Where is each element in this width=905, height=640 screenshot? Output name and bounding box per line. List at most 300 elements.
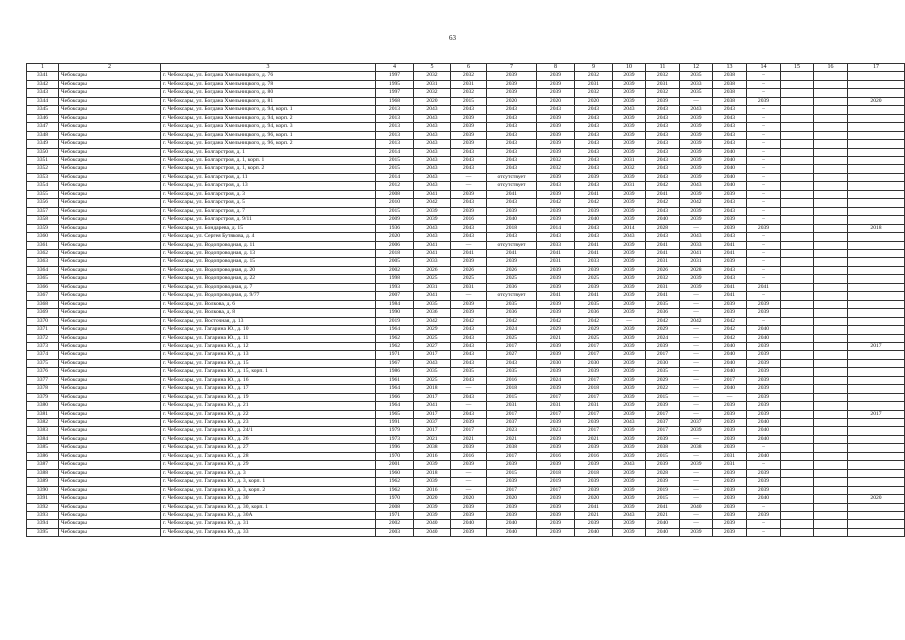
table-cell: 2042 xyxy=(414,317,451,325)
table-cell: 2039 xyxy=(537,80,575,88)
table-cell: 3370 xyxy=(27,317,59,325)
table-cell xyxy=(814,72,848,80)
table-cell xyxy=(848,233,905,241)
table-cell: 2043 xyxy=(487,140,537,148)
table-cell: 2041 xyxy=(414,402,451,410)
table-cell: 2039 xyxy=(680,156,713,164)
table-cell: 2039 xyxy=(713,309,747,317)
table-cell: Чебоксары xyxy=(59,528,161,536)
table-cell: 2033 xyxy=(537,241,575,249)
table-cell xyxy=(814,520,848,528)
table-cell: 1962 xyxy=(376,478,414,486)
table-row xyxy=(27,309,905,317)
table-cell: 3349 xyxy=(27,140,59,148)
table-cell xyxy=(814,351,848,359)
table-cell: 2039 xyxy=(747,342,781,350)
table-cell: 2013 xyxy=(376,131,414,139)
table-cell: Чебоксары xyxy=(59,309,161,317)
table-cell: 2039 xyxy=(713,444,747,452)
table-cell xyxy=(814,469,848,477)
table-cell: — xyxy=(451,469,487,477)
table-cell: — xyxy=(680,452,713,460)
table-cell: 2017 xyxy=(537,393,575,401)
header-cell: 17 xyxy=(848,64,905,72)
table-cell xyxy=(814,80,848,88)
table-row xyxy=(27,419,905,427)
table-cell: – xyxy=(747,199,781,207)
table-row xyxy=(27,376,905,384)
table-cell: 3348 xyxy=(27,131,59,139)
table-cell: г. Чебоксары, ул. Восточная, д. 13 xyxy=(161,317,376,325)
table-row xyxy=(27,173,905,181)
table-cell: г. Чебоксары, ул. Гагарина Ю., д. 30А xyxy=(161,512,376,520)
table-cell: 3345 xyxy=(27,106,59,114)
table-cell: 2039 xyxy=(613,114,646,122)
table-cell: 2043 xyxy=(713,106,747,114)
table-row xyxy=(27,385,905,393)
table-cell: 2031 xyxy=(414,283,451,291)
table-cell: — xyxy=(451,486,487,494)
header-cell: 7 xyxy=(487,64,537,72)
table-cell: г. Чебоксары, ул. Бондарева, д. 15 xyxy=(161,224,376,232)
table-cell: 2041 xyxy=(747,283,781,291)
table-cell xyxy=(848,444,905,452)
table-row xyxy=(27,469,905,477)
table-cell: 2039 xyxy=(680,114,713,122)
table-cell: — xyxy=(680,512,713,520)
table-row xyxy=(27,190,905,198)
table-cell: 2017 xyxy=(537,486,575,494)
table-cell: 2043 xyxy=(414,156,451,164)
table-cell: 2039 xyxy=(613,402,646,410)
table-cell: 2024 xyxy=(537,376,575,384)
table-cell: 2031 xyxy=(451,80,487,88)
table-cell: — xyxy=(680,495,713,503)
table-cell xyxy=(848,300,905,308)
table-cell: 2018 xyxy=(487,385,537,393)
table-cell xyxy=(814,156,848,164)
table-cell: 2040 xyxy=(713,342,747,350)
table-cell: г. Чебоксары, ул. Богдана Хмельницкого, д. 80 xyxy=(161,89,376,97)
table-cell: 2040 xyxy=(747,419,781,427)
table-cell: 2039 xyxy=(680,190,713,198)
table-cell: 2039 xyxy=(537,216,575,224)
table-cell: 2040 xyxy=(713,368,747,376)
table-cell: Чебоксары xyxy=(59,351,161,359)
table-cell xyxy=(848,258,905,266)
table-cell: – xyxy=(747,249,781,257)
table-cell xyxy=(848,283,905,291)
table-cell: 2018 xyxy=(487,224,537,232)
table-cell: 2020 xyxy=(848,97,905,105)
table-cell xyxy=(814,368,848,376)
table-cell: 2039 xyxy=(713,503,747,511)
table-cell: 2043 xyxy=(613,233,646,241)
table-row xyxy=(27,89,905,97)
table-cell: 2038 xyxy=(487,444,537,452)
table-cell xyxy=(814,359,848,367)
table-row xyxy=(27,224,905,232)
table-cell: 2041 xyxy=(414,241,451,249)
table-cell xyxy=(814,190,848,198)
table-cell: 2029 xyxy=(414,326,451,334)
table-cell: 2039 xyxy=(575,419,613,427)
table-cell: 2039 xyxy=(613,478,646,486)
table-cell: 2023 xyxy=(487,427,537,435)
table-cell: Чебоксары xyxy=(59,97,161,105)
table-cell: 2035 xyxy=(575,300,613,308)
table-cell: Чебоксары xyxy=(59,376,161,384)
table-cell: 2039 xyxy=(613,359,646,367)
table-cell: 2039 xyxy=(451,123,487,131)
header-cell: 3 xyxy=(161,64,376,72)
table-cell xyxy=(814,326,848,334)
table-cell: 1973 xyxy=(376,435,414,443)
table-cell: Чебоксары xyxy=(59,469,161,477)
table-cell: 2015 xyxy=(487,469,537,477)
table-cell: 2039 xyxy=(613,140,646,148)
table-cell: 3395 xyxy=(27,528,59,536)
table-cell: 2043 xyxy=(487,131,537,139)
table-cell: г. Чебоксары, ул. Водопроводная, д. 7 xyxy=(161,283,376,291)
table-cell: 1965 xyxy=(376,410,414,418)
table-cell: 2039 xyxy=(487,258,537,266)
table-cell xyxy=(781,512,814,520)
table-cell: 2031 xyxy=(414,80,451,88)
table-cell: 2039 xyxy=(451,190,487,198)
table-cell: 1962 xyxy=(376,334,414,342)
table-cell: 2041 xyxy=(451,249,487,257)
table-cell xyxy=(848,461,905,469)
table-cell: 2039 xyxy=(487,478,537,486)
table-cell: – xyxy=(747,520,781,528)
table-cell: 2039 xyxy=(680,165,713,173)
table-cell: — xyxy=(451,402,487,410)
table-cell: 2039 xyxy=(680,216,713,224)
table-cell xyxy=(848,123,905,131)
table-cell: 3373 xyxy=(27,342,59,350)
table-cell: Чебоксары xyxy=(59,503,161,511)
table-row xyxy=(27,402,905,410)
table-row xyxy=(27,435,905,443)
table-cell: 2041 xyxy=(713,292,747,300)
table-cell: 1990 xyxy=(376,309,414,317)
table-cell: 2040 xyxy=(713,173,747,181)
table-cell: 2039 xyxy=(537,435,575,443)
table-cell xyxy=(848,114,905,122)
table-cell: Чебоксары xyxy=(59,300,161,308)
table-cell: Чебоксары xyxy=(59,224,161,232)
table-cell: 2039 xyxy=(747,512,781,520)
table-cell: г. Чебоксары, ул. Водопроводная, д. 22 xyxy=(161,275,376,283)
table-cell: 3355 xyxy=(27,190,59,198)
table-cell: 2039 xyxy=(646,478,680,486)
table-cell xyxy=(814,258,848,266)
table-cell: 2015 xyxy=(646,452,680,460)
table-cell: 2039 xyxy=(487,207,537,215)
header-cell: 11 xyxy=(646,64,680,72)
table-cell: 2018 xyxy=(414,385,451,393)
table-cell xyxy=(781,156,814,164)
table-cell xyxy=(814,165,848,173)
table-cell: 2043 xyxy=(680,106,713,114)
table-cell: 2039 xyxy=(713,190,747,198)
table-cell: – xyxy=(747,461,781,469)
table-cell: 2031 xyxy=(575,402,613,410)
table-cell: 2029 xyxy=(537,326,575,334)
table-cell: Чебоксары xyxy=(59,452,161,460)
table-cell: 2020 xyxy=(376,233,414,241)
table-cell: 2017 xyxy=(487,486,537,494)
table-row xyxy=(27,258,905,266)
table-cell: – xyxy=(747,528,781,536)
table-cell: 2039 xyxy=(747,300,781,308)
table-cell: 2042 xyxy=(646,317,680,325)
table-cell xyxy=(814,283,848,291)
table-cell: 2018 xyxy=(848,224,905,232)
table-cell xyxy=(781,216,814,224)
table-row xyxy=(27,444,905,452)
table-cell: 1979 xyxy=(376,427,414,435)
table-cell xyxy=(814,512,848,520)
table-cell: 2043 xyxy=(613,419,646,427)
table-cell: 3371 xyxy=(27,326,59,334)
table-cell xyxy=(848,402,905,410)
table-cell: 1964 xyxy=(376,326,414,334)
table-cell xyxy=(814,173,848,181)
table-cell: 3386 xyxy=(27,452,59,460)
table-cell: 2017 xyxy=(487,342,537,350)
table-cell: 2020 xyxy=(575,97,613,105)
table-cell: 3391 xyxy=(27,495,59,503)
table-cell: 2031 xyxy=(575,80,613,88)
table-cell: — xyxy=(680,410,713,418)
table-cell: 2041 xyxy=(646,503,680,511)
table-cell xyxy=(814,461,848,469)
table-cell: 2039 xyxy=(613,326,646,334)
table-cell: 3385 xyxy=(27,444,59,452)
table-cell: 3369 xyxy=(27,309,59,317)
table-cell: Чебоксары xyxy=(59,249,161,257)
table-cell: — xyxy=(680,486,713,494)
table-cell: Чебоксары xyxy=(59,292,161,300)
table-cell: 2021 xyxy=(646,512,680,520)
page-number: 63 xyxy=(449,34,456,42)
table-cell: 2016 xyxy=(487,376,537,384)
table-cell: 2043 xyxy=(575,165,613,173)
table-cell xyxy=(814,123,848,131)
table-cell xyxy=(781,241,814,249)
table-cell: г. Чебоксары, ул. Болгарстроя, д. 7 xyxy=(161,207,376,215)
table-cell: Чебоксары xyxy=(59,385,161,393)
table-cell: 2001 xyxy=(376,461,414,469)
table-cell: Чебоксары xyxy=(59,80,161,88)
table-cell: Чебоксары xyxy=(59,72,161,80)
table-cell xyxy=(781,503,814,511)
table-cell xyxy=(781,309,814,317)
table-row xyxy=(27,512,905,520)
table-cell: 2025 xyxy=(414,376,451,384)
table-cell: 2035 xyxy=(414,368,451,376)
table-cell: 2025 xyxy=(487,275,537,283)
header-cell: 16 xyxy=(814,64,848,72)
table-cell: – xyxy=(747,165,781,173)
table-cell: 2039 xyxy=(537,520,575,528)
table-cell: 2039 xyxy=(613,80,646,88)
table-cell: 2030 xyxy=(575,359,613,367)
table-cell: 2042 xyxy=(537,199,575,207)
table-cell: 2039 xyxy=(537,72,575,80)
table-cell xyxy=(848,207,905,215)
table-cell xyxy=(814,199,848,207)
table-cell: — xyxy=(680,402,713,410)
table-cell: 3376 xyxy=(27,368,59,376)
table-cell xyxy=(814,495,848,503)
table-cell: 2040 xyxy=(680,503,713,511)
table-cell: г. Чебоксары, ул. Водопроводная, д. 15 xyxy=(161,258,376,266)
table-cell: отсутствует xyxy=(487,241,537,249)
table-cell: 2039 xyxy=(537,385,575,393)
table-cell: Чебоксары xyxy=(59,486,161,494)
table-cell: г. Чебоксары, ул. Гагарина Ю., д. 23 xyxy=(161,419,376,427)
table-row xyxy=(27,317,905,325)
table-cell: 2039 xyxy=(451,309,487,317)
table-cell xyxy=(848,148,905,156)
table-row xyxy=(27,216,905,224)
table-cell xyxy=(848,419,905,427)
table-cell: Чебоксары xyxy=(59,512,161,520)
table-cell: 2039 xyxy=(713,300,747,308)
table-cell: 2039 xyxy=(487,72,537,80)
table-cell xyxy=(814,478,848,486)
table-cell: 2043 xyxy=(414,131,451,139)
table-cell: 2036 xyxy=(487,283,537,291)
table-row xyxy=(27,326,905,334)
header-cell: 15 xyxy=(781,64,814,72)
table-cell xyxy=(814,266,848,274)
table-cell xyxy=(781,233,814,241)
table-cell: 2020 xyxy=(537,97,575,105)
table-cell: г. Чебоксары, ул. Болгарстроя, д. 5 xyxy=(161,199,376,207)
table-cell: 2039 xyxy=(713,402,747,410)
table-cell xyxy=(848,359,905,367)
table-cell: 2003 xyxy=(376,528,414,536)
table-cell: 2028 xyxy=(680,266,713,274)
table-cell xyxy=(781,182,814,190)
table-cell: 2043 xyxy=(575,123,613,131)
table-cell: 2013 xyxy=(376,123,414,131)
table-cell xyxy=(814,317,848,325)
table-cell: 2043 xyxy=(646,140,680,148)
table-cell xyxy=(781,368,814,376)
table-cell: 2043 xyxy=(713,199,747,207)
table-row xyxy=(27,393,905,401)
table-cell: 2042 xyxy=(713,326,747,334)
table-cell xyxy=(781,520,814,528)
table-cell: 2040 xyxy=(747,427,781,435)
table-cell: 2043 xyxy=(414,106,451,114)
table-cell: 2040 xyxy=(747,435,781,443)
table-cell: 2017 xyxy=(713,376,747,384)
header-cell: 12 xyxy=(680,64,713,72)
table-cell: 2039 xyxy=(713,486,747,494)
table-cell: 2039 xyxy=(613,452,646,460)
table-cell: 2043 xyxy=(613,106,646,114)
table-cell: 2041 xyxy=(646,292,680,300)
table-cell: – xyxy=(747,156,781,164)
header-cell: 6 xyxy=(451,64,487,72)
table-cell: – xyxy=(747,317,781,325)
table-cell: — xyxy=(680,292,713,300)
table-cell: 2042 xyxy=(537,317,575,325)
table-cell: 2039 xyxy=(613,503,646,511)
table-cell: 2043 xyxy=(451,342,487,350)
table-cell: Чебоксары xyxy=(59,173,161,181)
table-cell: 1998 xyxy=(376,275,414,283)
table-cell: 2019 xyxy=(646,486,680,494)
table-cell xyxy=(848,435,905,443)
table-cell: 2039 xyxy=(680,140,713,148)
table-cell: 2010 xyxy=(376,199,414,207)
table-cell: 2040 xyxy=(713,165,747,173)
table-cell xyxy=(781,351,814,359)
table-cell: Чебоксары xyxy=(59,233,161,241)
table-cell: 2015 xyxy=(376,156,414,164)
table-cell: — xyxy=(680,376,713,384)
table-cell: — xyxy=(680,385,713,393)
table-cell: – xyxy=(747,275,781,283)
table-cell: — xyxy=(713,393,747,401)
table-cell: 2043 xyxy=(451,148,487,156)
table-cell: 2039 xyxy=(537,140,575,148)
table-cell: 2031 xyxy=(646,283,680,291)
table-cell: г. Чебоксары, ул. Богдана Хмельницкого, д. 78 xyxy=(161,80,376,88)
table-cell: 2039 xyxy=(613,131,646,139)
table-cell: 2018 xyxy=(414,469,451,477)
table-cell: 3378 xyxy=(27,385,59,393)
table-cell: 2039 xyxy=(575,520,613,528)
table-cell: 2041 xyxy=(414,190,451,198)
table-cell: 2042 xyxy=(487,317,537,325)
table-cell: 1936 xyxy=(376,224,414,232)
table-cell: г. Чебоксары, ул. Сергея Бутякова, д. 4 xyxy=(161,233,376,241)
table-cell: – xyxy=(747,266,781,274)
table-cell xyxy=(848,512,905,520)
table-cell: 2043 xyxy=(575,224,613,232)
table-cell xyxy=(814,89,848,97)
table-cell: 2035 xyxy=(414,300,451,308)
table-cell: 2017 xyxy=(646,351,680,359)
table-cell: г. Чебоксары, ул. Гагарина Ю., д. 16 xyxy=(161,376,376,384)
table-row xyxy=(27,292,905,300)
table-cell: — xyxy=(680,224,713,232)
table-cell: 2039 xyxy=(414,478,451,486)
table-cell: г. Чебоксары, ул. Гагарина Ю., д. 21 xyxy=(161,402,376,410)
table-cell: 3365 xyxy=(27,275,59,283)
table-cell: 2038 xyxy=(713,72,747,80)
table-cell: 3364 xyxy=(27,266,59,274)
table-cell: 2039 xyxy=(680,427,713,435)
table-cell xyxy=(814,410,848,418)
table-cell xyxy=(848,156,905,164)
header-cell: 4 xyxy=(376,64,414,72)
table-cell: 3343 xyxy=(27,89,59,97)
table-cell: 2042 xyxy=(575,317,613,325)
table-cell: 3344 xyxy=(27,97,59,105)
table-cell: 2039 xyxy=(487,89,537,97)
table-cell: 2031 xyxy=(537,258,575,266)
table-cell: 2039 xyxy=(747,469,781,477)
